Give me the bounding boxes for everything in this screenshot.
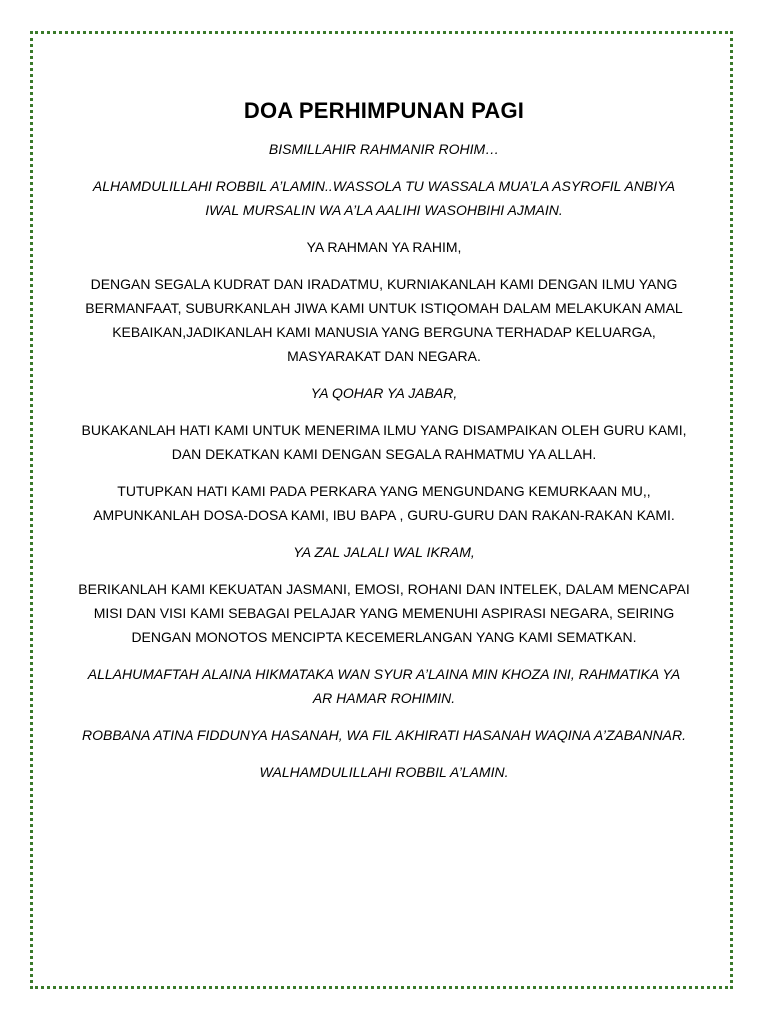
document-body — [78, 96, 690, 797]
paragraph: YA ZAL JALALI WAL IKRAM, — [293, 544, 475, 560]
paragraph: TUTUPKAN HATI KAMI PADA PERKARA YANG MENGUNDANG KEMURKAAN MU,, AMPUNKANLAH DOSA-DOSA KAMI, IBU BAPA , GURU-GURU DAN RAKAN-RAKAN KAMI. — [93, 483, 675, 523]
paragraph: YA RAHMAN YA RAHIM, — [306, 239, 462, 255]
paragraph: BERIKANLAH KAMI KEKUATAN JASMANI, EMOSI, ROHANI DAN INTELEK, DALAM MENCAPAI MISI DAN VISI KAMI SEBAGAI PELAJAR YANG MEMENUHI ASPIRASI NEGARA, SEIRING DENGAN MONOTOS MENCIPTA KECEMERLANGAN YANG KAMI SEMATKAN. — [78, 581, 690, 645]
paragraph: BUKAKANLAH HATI KAMI UNTUK MENERIMA ILMU YANG DISAMPAIKAN OLEH GURU KAMI, DAN DEKATKAN KAMI DENGAN SEGALA RAHMATMU YA ALLAH. — [81, 422, 687, 462]
paragraph: ALLAHUMAFTAH ALAINA HIKMATAKA WAN SYUR A’LAINA MIN KHOZA INI, RAHMATIKA YA AR HAMAR ROHIMIN. — [87, 666, 681, 706]
paragraph: YA QOHAR YA JABAR, — [310, 385, 458, 401]
document-title: DOA PERHIMPUNAN PAGI — [243, 98, 525, 123]
paragraph: WALHAMDULILLAHI ROBBIL A’LAMIN. — [259, 764, 509, 780]
paragraph: DENGAN SEGALA KUDRAT DAN IRADATMU, KURNIAKANLAH KAMI DENGAN ILMU YANG BERMANFAAT, SUBURKANLAH JIWA KAMI UNTUK ISTIQOMAH DALAM MELAKUKAN AMAL KEBAIKAN,JADIKANLAH KAMI MANUSIA YANG BERGUNA TERHADAP KELUARGA, MASYARAKAT DAN NEGARA. — [85, 276, 683, 364]
paragraph: BISMILLAHIR RAHMANIR ROHIM… — [268, 141, 500, 157]
paragraph: ROBBANA ATINA FIDDUNYA HASANAH, WA FIL AKHIRATI HASANAH WAQINA A’ZABANNAR. — [82, 727, 686, 743]
paragraph: ALHAMDULILLAHI ROBBIL A’LAMIN..WASSOLA TU WASSALA MUA’LA ASYROFIL ANBIYA IWAL MURSALIN WA A’LA AALIHI WASOHBIHI AJMAIN. — [92, 178, 676, 218]
